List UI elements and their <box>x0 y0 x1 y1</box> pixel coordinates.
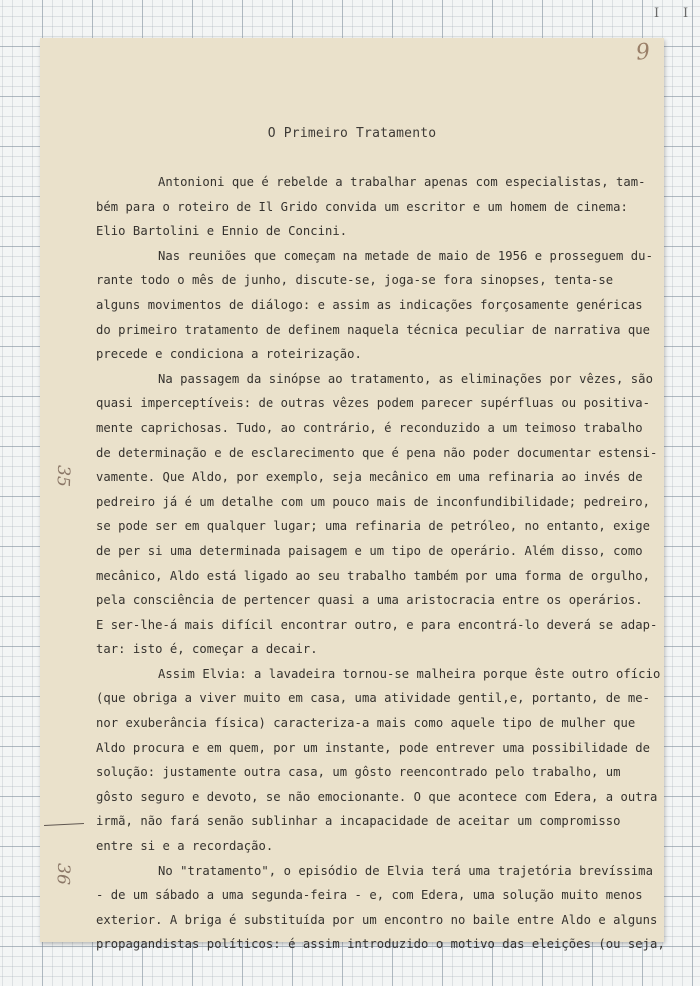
text-line: de per si uma determinada paisagem e um tipo de operário. Além disso, como <box>96 543 643 558</box>
text-line: rante todo o mês de junho, discute-se, joga-se fora sinopses, tenta-se <box>96 273 614 288</box>
text-line: nor exuberância física) caracteriza-a mais como aquele tipo de mulher que <box>96 716 636 731</box>
margin-annotation: 36 <box>52 862 74 886</box>
text-line: (que obriga a viver muito em casa, uma atividade gentil,e, portanto, de me- <box>96 691 651 706</box>
text-line: Na passagem da sinópse ao tratamento, as eliminações por vêzes, são <box>158 371 653 386</box>
text-line: do primeiro tratamento de definem naquela técnica peculiar de narrativa que <box>96 322 651 337</box>
text-line: vamente. Que Aldo, por exemplo, seja mecânico em uma refinaria ao invés de <box>96 470 643 485</box>
text-line: mecânico, Aldo está ligado ao seu trabalho também por uma forma de orgulho, <box>96 568 651 583</box>
text-line: Antonioni que é rebelde a trabalhar apenas com especialistas, tam- <box>158 175 646 189</box>
text-line: tar: isto é, começar a decair. <box>96 642 318 657</box>
text-line: precede e condiciona a roteirização. <box>96 347 362 362</box>
top-tick-mark: I <box>683 6 689 21</box>
text-line: pela consciência de pertencer quasi a uma aristocracia entre os operários. <box>96 593 643 608</box>
text-line: No "tratamento", o episódio de Elvia terá uma trajetória brevíssima <box>158 863 653 878</box>
margin-pen-stroke <box>44 823 84 826</box>
text-line: pedreiro já é um detalhe com um pouco mais de inconfundibilidade; pedreiro, <box>96 494 651 509</box>
text-line: gôsto seguro e devoto, se não emocionante. O que acontece com Edera, a outra <box>96 789 658 804</box>
page-title: O Primeiro Tratamento <box>267 126 437 141</box>
text-line: quasi imperceptíveis: de outras vêzes podem parecer supérfluas ou positiva- <box>96 396 651 411</box>
text-line: se pode ser em qualquer lugar; uma refinaria de petróleo, no entanto, exige <box>96 519 651 534</box>
text-line: mente caprichosas. Tudo, ao contrário, é reconduzido a um teimoso trabalho <box>96 420 643 435</box>
typewritten-page <box>40 38 665 952</box>
body-text <box>96 170 665 957</box>
text-line: Nas reuniões que começam na metade de maio de 1956 e prosseguem du- <box>158 248 653 263</box>
margin-annotation: 35 <box>52 464 74 488</box>
text-line: - de um sábado a uma segunda-feira - e, com Edera, uma solução muito menos <box>96 888 643 903</box>
text-line: alguns movimentos de diálogo: e assim as indicações forçosamente genéricas <box>96 297 643 312</box>
top-tick-mark: I <box>654 6 660 21</box>
text-line: E ser-lhe-á mais difícil encontrar outro, e para encontrá-lo deverá se adap- <box>96 617 658 632</box>
text-line: Elio Bartolini e Ennio de Concini. <box>96 224 348 239</box>
text-line: Assim Elvia: a lavadeira tornou-se malheira porque êste outro ofício <box>158 666 661 681</box>
text-line: irmã, não fará senão sublinhar a incapacidade de aceitar um compromisso <box>96 814 621 829</box>
text-line: bém para o roteiro de Il Grido convida um escritor e um homem de cinema: <box>96 199 628 214</box>
text-line: solução: justamente outra casa, um gôsto reencontrado pelo trabalho, um <box>96 765 621 780</box>
text-line: entre si e a recordação. <box>96 839 274 854</box>
text-line: propagandistas políticos: é assim introduzido o motivo das eleições (ou seja, <box>96 937 665 952</box>
text-line: exterior. A briga é substituída por um encontro no baile entre Aldo e alguns <box>96 912 658 927</box>
text-line: de determinação e de esclarecimento que é pena não poder documentar estensi- <box>96 445 658 460</box>
text-line: Aldo procura e em quem, por um instante, pode entrever uma possibilidade de <box>96 740 651 755</box>
page-number: 9 <box>634 39 652 66</box>
